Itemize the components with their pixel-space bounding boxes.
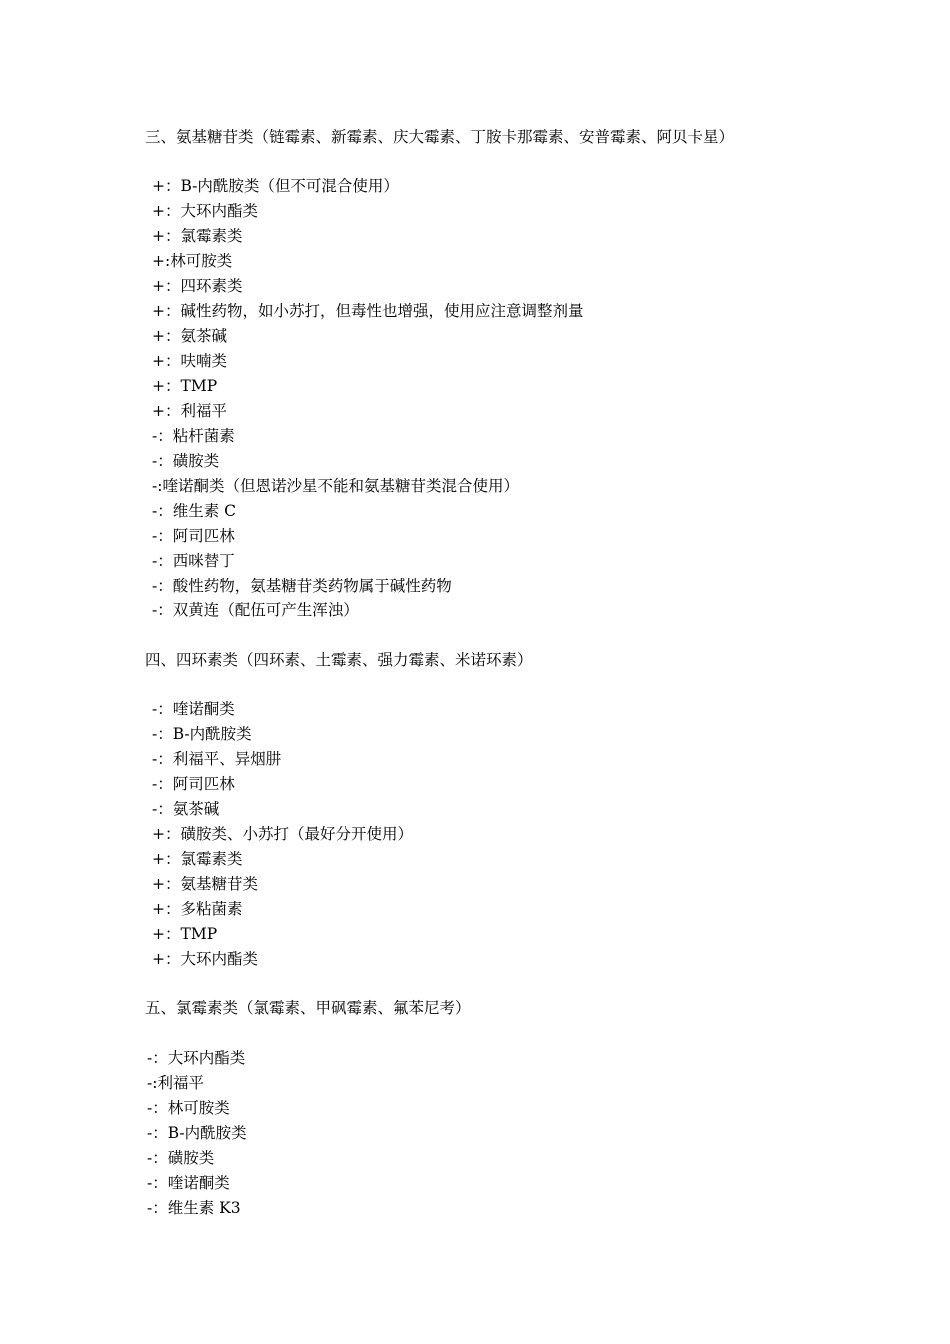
- list-item: +：氯霉素类: [152, 850, 243, 868]
- list-item: -：粘杆菌素: [152, 427, 235, 445]
- list-item: -：喹诺酮类: [147, 1174, 230, 1192]
- list-item: +：B-内酰胺类（但不可混合使用）: [152, 177, 399, 195]
- list-item: -：喹诺酮类: [152, 700, 235, 718]
- section-heading: 四、四环素类（四环素、土霉素、强力霉素、米诺环素）: [145, 651, 533, 669]
- list-item: +：TMP: [152, 377, 218, 395]
- list-item: -:利福平: [147, 1074, 204, 1092]
- list-item: +：氨基糖苷类: [152, 875, 258, 893]
- list-item: -：利福平、异烟肼: [152, 750, 282, 768]
- list-item: -：阿司匹林: [152, 775, 235, 793]
- list-item: +：利福平: [152, 402, 227, 420]
- list-item: -：B-内酰胺类: [147, 1124, 247, 1142]
- list-item: +：四环素类: [152, 277, 243, 295]
- list-item: -：酸性药物，氨基糖苷类药物属于碱性药物: [152, 577, 452, 595]
- list-item: -：双黄连（配伍可产生浑浊）: [152, 601, 359, 619]
- list-item: -：磺胺类: [147, 1149, 215, 1167]
- list-item: -：西咪替丁: [152, 552, 235, 570]
- list-item: +：氨茶碱: [152, 327, 227, 345]
- section-heading: 五、氯霉素类（氯霉素、甲砜霉素、氟苯尼考）: [145, 999, 471, 1017]
- list-item: +：大环内酯类: [152, 202, 258, 220]
- list-item: -：林可胺类: [147, 1099, 230, 1117]
- list-item: +：多粘菌素: [152, 900, 243, 918]
- list-item: -：阿司匹林: [152, 527, 235, 545]
- list-item: +：磺胺类、小苏打（最好分开使用）: [152, 825, 413, 843]
- list-item: -：大环内酯类: [147, 1049, 246, 1067]
- list-item: +：大环内酯类: [152, 950, 258, 968]
- list-item: +：呋喃类: [152, 352, 227, 370]
- list-item: +：TMP: [152, 925, 218, 943]
- list-item: -：磺胺类: [152, 452, 220, 470]
- list-item: -：维生素 K3: [147, 1199, 241, 1217]
- list-item: +：碱性药物，如小苏打，但毒性也增强，使用应注意调整剂量: [152, 302, 584, 320]
- list-item: +:林可胺类: [152, 252, 233, 270]
- list-item: -：氨茶碱: [152, 800, 220, 818]
- section-heading: 三、氨基糖苷类（链霉素、新霉素、庆大霉素、丁胺卡那霉素、安普霉素、阿贝卡星）: [145, 128, 735, 146]
- list-item: -：维生素 C: [152, 502, 237, 520]
- list-item: -:喹诺酮类（但恩诺沙星不能和氨基糖苷类混合使用）: [152, 477, 519, 495]
- list-item: -：B-内酰胺类: [152, 725, 252, 743]
- list-item: +：氯霉素类: [152, 227, 243, 245]
